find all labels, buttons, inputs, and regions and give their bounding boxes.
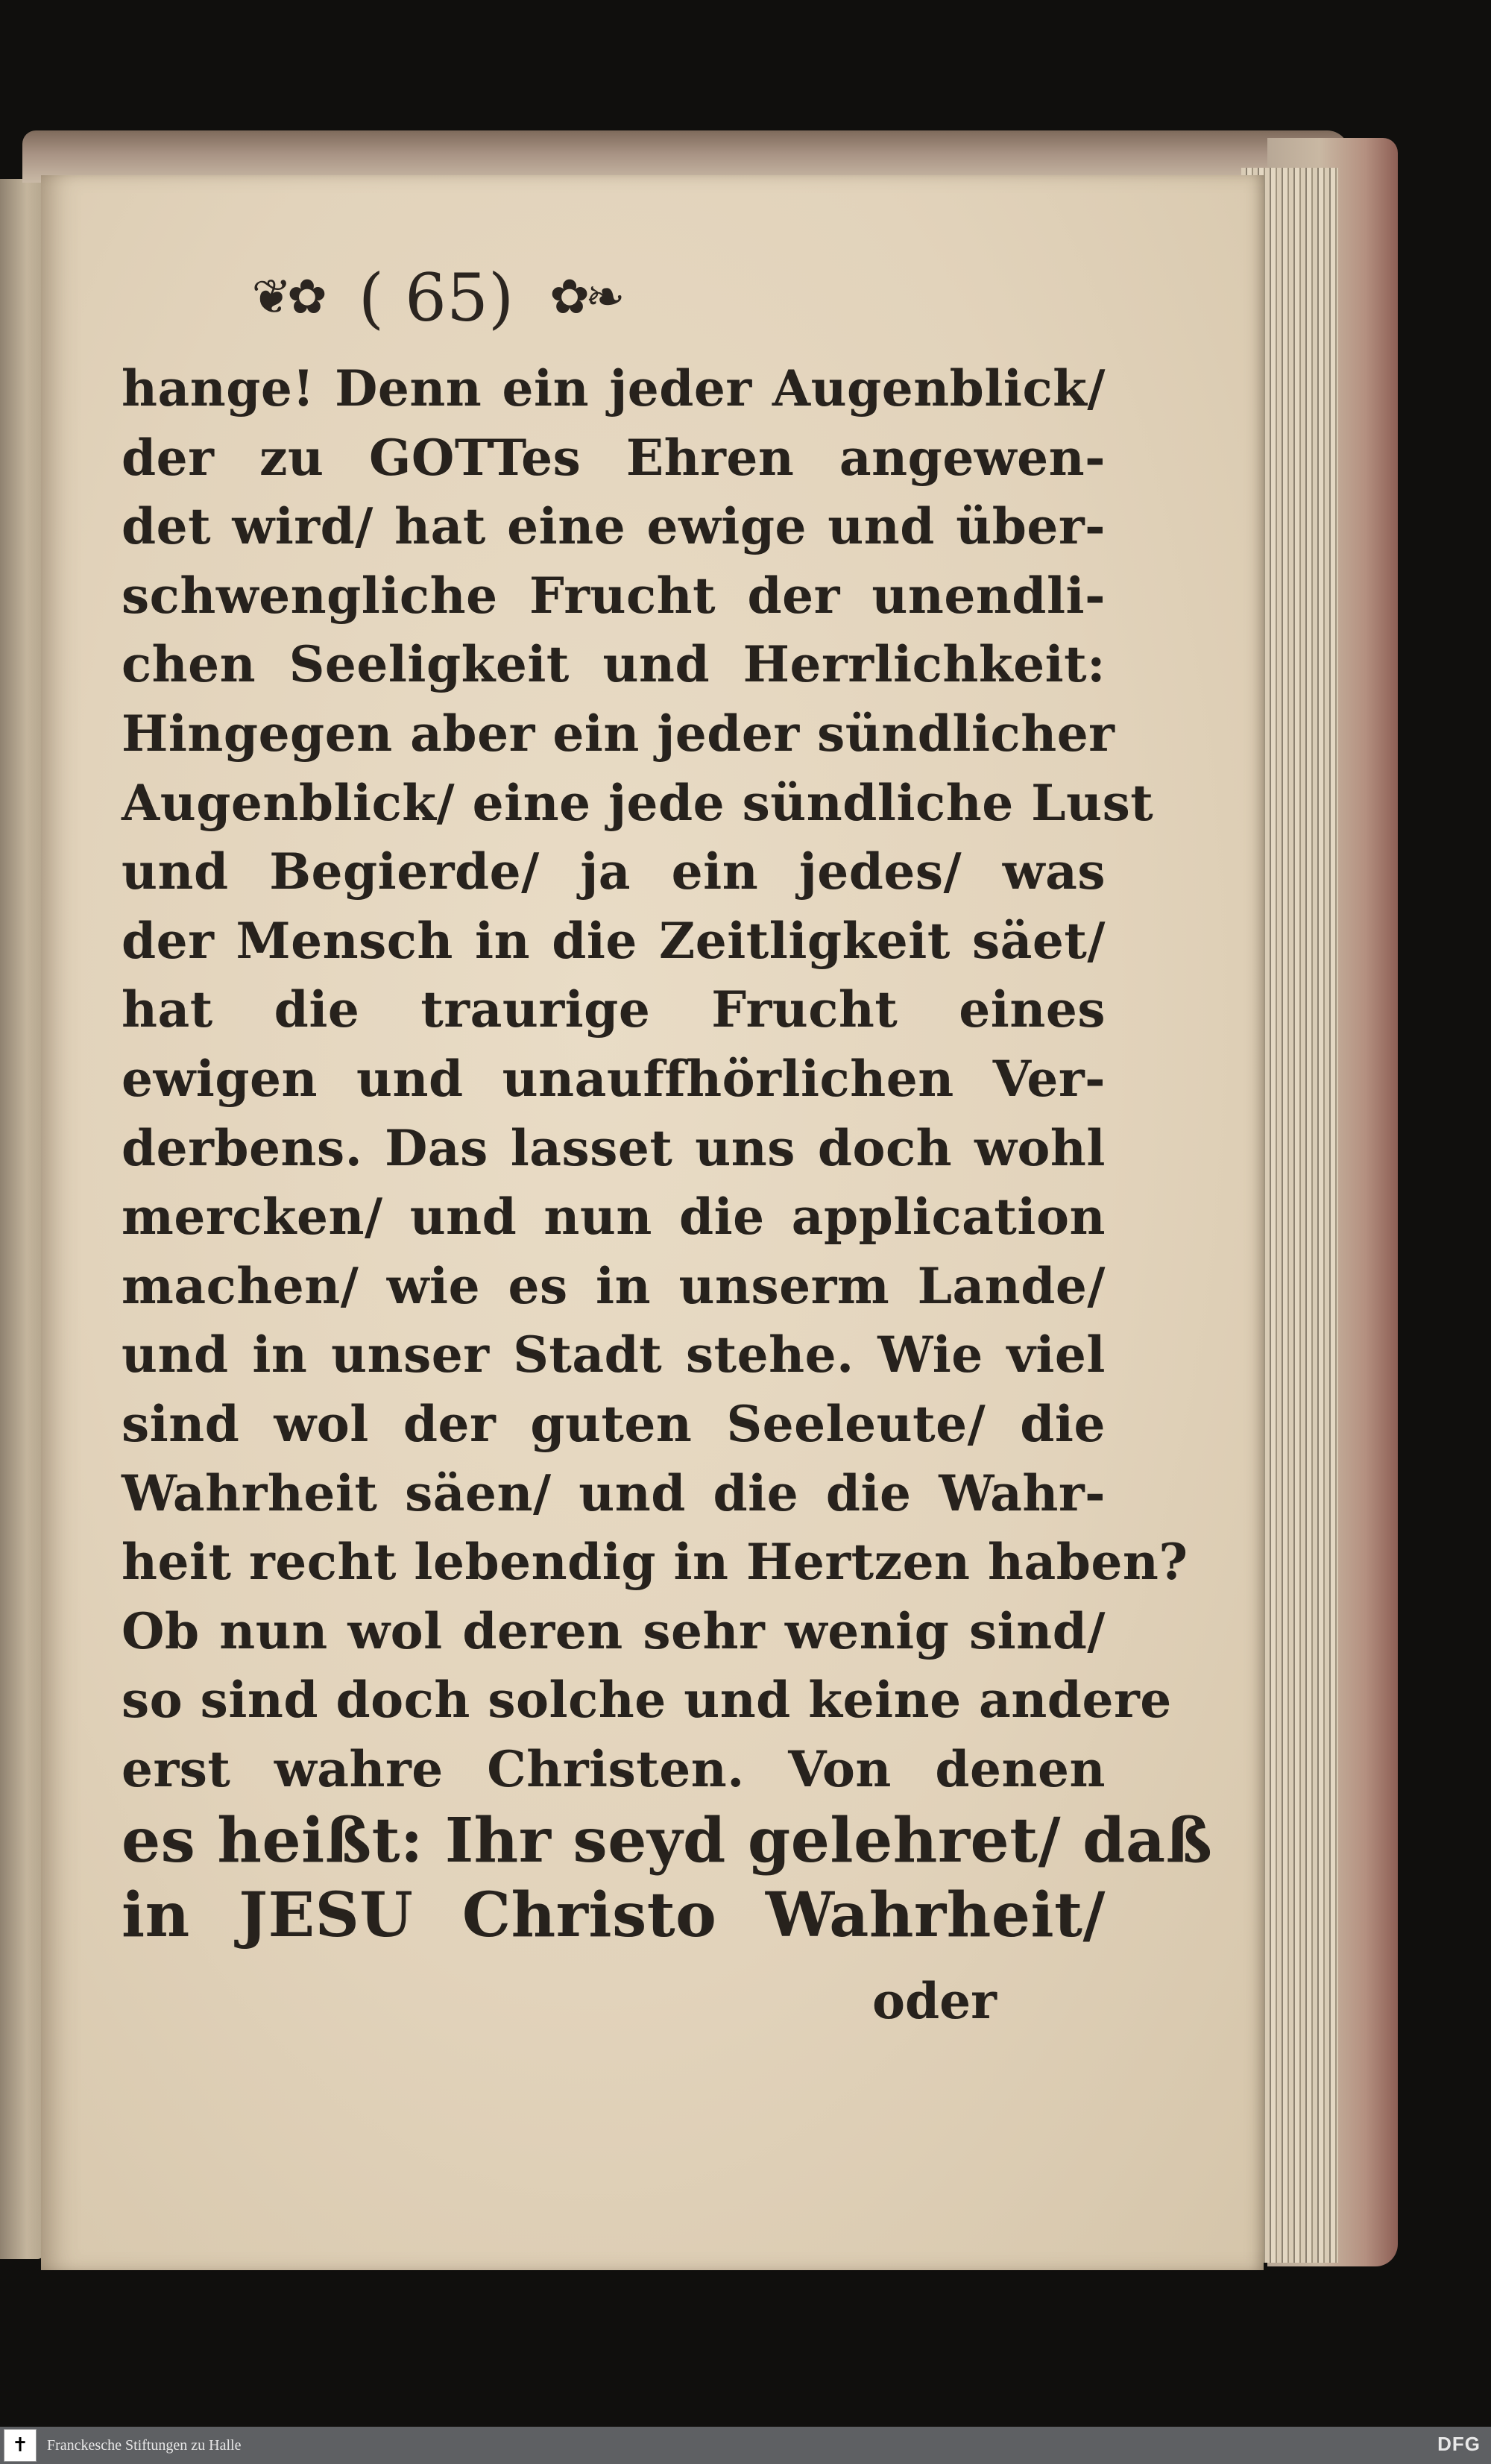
text-line: heit recht lebendig in Hertzen haben? — [122, 1533, 1188, 1592]
text-line: chen Seeligkeit und Herrlichkeit: — [122, 635, 1106, 694]
left-page-edge — [0, 179, 45, 2259]
text-block — [122, 354, 1213, 1953]
text-line: Hingegen aber ein jeder sündlicher — [122, 704, 1115, 763]
text-line: det wird/ hat eine ewige und über- — [122, 497, 1106, 556]
text-line: mercken/ und nun die application — [122, 1188, 1106, 1247]
text-line: es heißt: Ihr seyd gelehret/ daß — [122, 1805, 1213, 1877]
institution-name: Franckesche Stiftungen zu Halle — [47, 2436, 242, 2454]
text-line: derbens. Das lasset uns doch wohl — [122, 1118, 1106, 1177]
text-line: so sind doch solche und keine andere — [122, 1671, 1172, 1730]
text-line: Wahrheit säen/ und die die Wahr- — [122, 1463, 1106, 1522]
dfg-logo: DFG — [1437, 2433, 1481, 2455]
page-number: ( 65) — [358, 259, 514, 336]
text-line: erst wahre Christen. Von denen — [122, 1739, 1106, 1798]
text-line: Ob nun wol deren sehr wenig sind/ — [122, 1601, 1106, 1660]
institution-logo-icon: ✝ — [4, 2429, 37, 2462]
text-line: ewigen und unauffhörlichen Ver- — [122, 1049, 1106, 1108]
text-line: der Mensch in die Zeitligkeit säet/ — [122, 911, 1106, 970]
text-line: machen/ wie es in unserm Lande/ — [122, 1256, 1106, 1315]
page-header — [41, 253, 831, 336]
text-line: sind wol der guten Seeleute/ die — [122, 1394, 1106, 1453]
text-line: schwengliche Frucht der unendli- — [122, 566, 1106, 625]
catchword: oder — [872, 1972, 997, 2030]
footer-bar — [0, 2427, 1491, 2464]
text-line: der zu GOTTes Ehren angewen- — [122, 428, 1106, 487]
ornament-right-icon: ✿❧ — [549, 270, 621, 326]
book-page — [41, 175, 1264, 2270]
text-line: und in unser Stadt stehe. Wie viel — [122, 1326, 1106, 1384]
text-line: Augenblick/ eine jede sündliche Lust — [122, 773, 1154, 832]
text-line: in JESU Christo Wahrheit/ — [122, 1879, 1106, 1952]
text-line: hat die traurige Frucht eines — [122, 980, 1106, 1039]
ornament-left-icon: ❦✿ — [251, 270, 323, 326]
text-line: und Begierde/ ja ein jedes/ was — [122, 842, 1106, 901]
text-line: hange! Denn ein jeder Augenblick/ — [122, 359, 1106, 418]
